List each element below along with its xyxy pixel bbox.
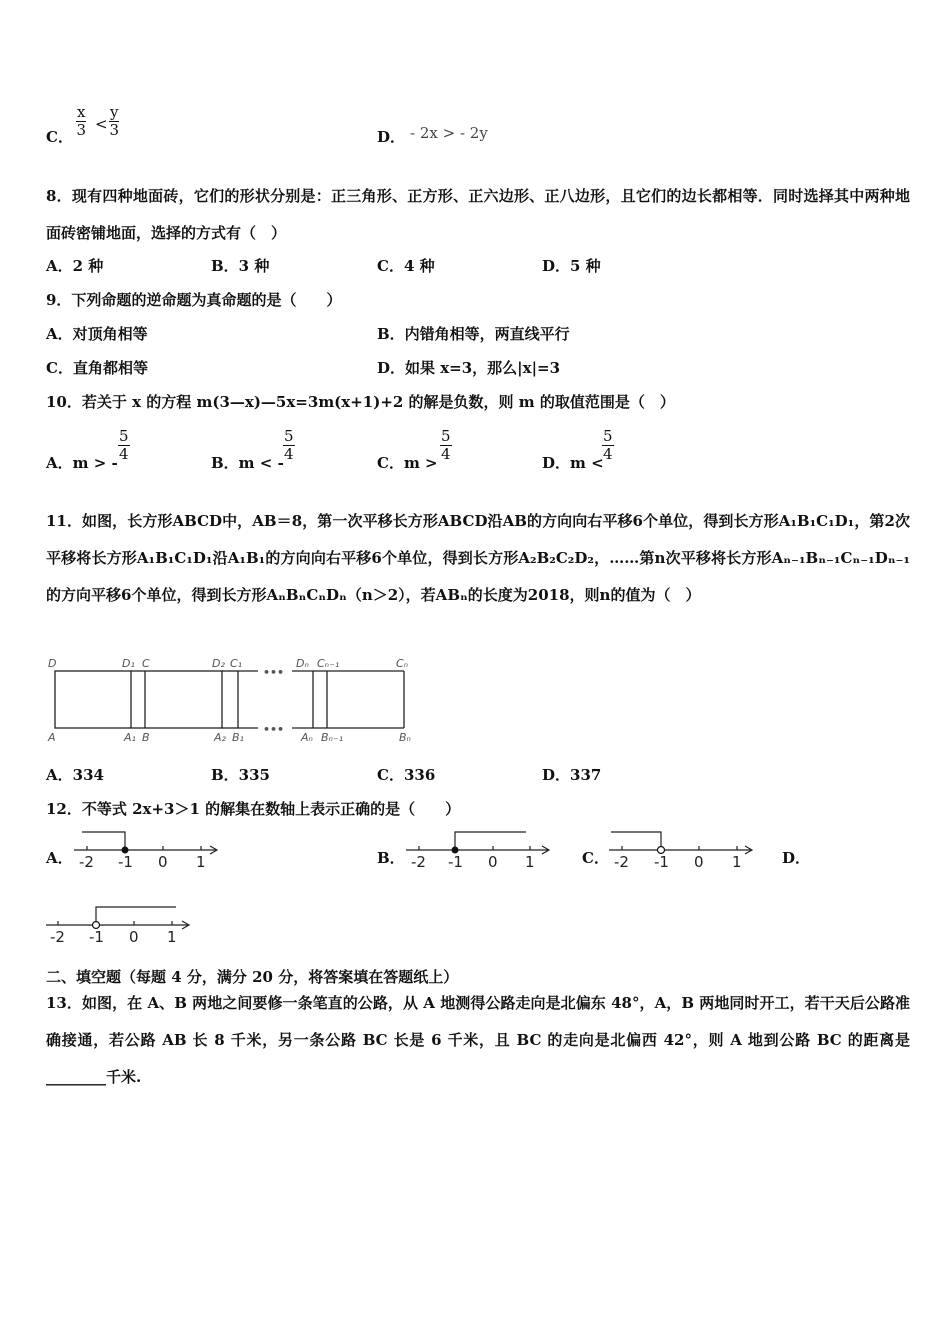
- q7-fraction-x-over-3: [76, 104, 86, 139]
- q10-option-a-numerator: 5: [119, 427, 129, 445]
- label-a: A: [48, 731, 56, 744]
- section2-heading: 二、填空题（每题 4 分，满分 20 分，将答案填在答题纸上）: [46, 968, 459, 986]
- q12-stem: 12．不等式 2x+3＞1 的解集在数轴上表示正确的是（ ）: [46, 800, 461, 818]
- q10-option-b-fraction: [283, 428, 295, 463]
- label-c1: C₁: [230, 657, 243, 670]
- q11-option-c: C．336: [377, 766, 436, 784]
- q10-option-d-denominator: 4: [603, 445, 613, 463]
- q10-option-c-label: C．m >: [377, 454, 438, 472]
- q11-option-b: B．335: [211, 766, 270, 784]
- q13-stem: 13．如图，在 A、B 两地之间要修一条笔直的公路，从 A 地测得公路走向是北偏东 48°，A，B 两地同时开工，若干天后公路准确接通，若公路 AB 长 8 千米，另一条公路 BC 长是 6 千米，且 BC 的走向是北偏西 42°，则 A 地到公路 BC 的距离是________千米.: [46, 994, 910, 1086]
- q12-number-line-b: [402, 828, 562, 872]
- q7-fraction-y-numerator: y: [110, 103, 119, 121]
- label-b1: B₁: [232, 731, 244, 744]
- label-a1: A₁: [124, 731, 136, 744]
- label-cn: Cₙ: [396, 657, 409, 670]
- label-top-ellipsis: •••: [263, 666, 285, 679]
- q10-option-a-fraction: [118, 428, 130, 463]
- q7-fraction-x-denominator: 3: [76, 121, 86, 139]
- q11-rectangles-figure: [44, 652, 424, 748]
- tick-label: 1: [732, 853, 742, 871]
- q10-option-a-denominator: 4: [119, 445, 129, 463]
- solution-ray-left: [82, 832, 125, 850]
- q10-option-b-numerator: 5: [284, 427, 294, 445]
- q7-option-c-label: C．: [46, 128, 73, 146]
- q12-option-d-label: D．: [782, 849, 811, 867]
- q11-stem: 11．如图，长方形ABCD中，AB＝8，第一次平移长方形ABCD沿AB的方向向右平移6个单位，得到长方形A₁B₁C₁D₁，第2次平移将长方形A₁B₁C₁D₁沿A₁B₁的方向向右平移6个单位，得到长方形A₂B₂C₂D₂，……第n次平移将长方形Aₙ₋₁Bₙ₋₁Cₙ₋₁Dₙ₋₁的方向平移6个单位，得到长方形AₙBₙCₙDₙ（n＞2），若ABₙ的长度为2018，则n的值为（ ）: [46, 512, 910, 604]
- q10-option-b-label: B．m < -: [211, 454, 284, 472]
- solution-ray-right: [455, 832, 526, 850]
- label-dn: Dₙ: [296, 657, 309, 670]
- tick-label: 0: [129, 928, 139, 946]
- q12-number-line-d: [42, 903, 202, 947]
- label-b: B: [142, 731, 150, 744]
- q10-option-d-label: D．m <: [542, 454, 604, 472]
- q10-option-c-fraction: [440, 428, 452, 463]
- label-c: C: [142, 657, 150, 670]
- tick-label: -2: [411, 853, 426, 871]
- tick-label: -1: [118, 853, 133, 871]
- q9-option-d: D．如果 x=3，那么|x|=3: [377, 359, 561, 377]
- solution-ray-right: [96, 907, 176, 925]
- q12-option-b-label: B．: [377, 849, 405, 867]
- label-an: Aₙ: [301, 731, 313, 744]
- tick-label: 1: [525, 853, 535, 871]
- tick-label: -2: [50, 928, 65, 946]
- q7-option-d-label: D．: [377, 128, 406, 146]
- q12-number-line-c: [605, 828, 765, 872]
- q12-option-c-label: C．: [582, 849, 609, 867]
- q8-option-a: A．2 种: [46, 257, 104, 275]
- tick-label: 1: [196, 853, 206, 871]
- label-d1: D₁: [122, 657, 135, 670]
- q9-stem: 9．下列命题的逆命题为真命题的是（ ）: [46, 291, 342, 309]
- tick-label: -2: [614, 853, 629, 871]
- q8-stem: 8．现有四种地面砖，它们的形状分别是：正三角形、正方形、正六边形、正八边形，且它们的边长都相等．同时选择其中两种地面砖密铺地面，选择的方式有（ ）: [46, 187, 910, 242]
- tick-label: -1: [448, 853, 463, 871]
- tick-label: -1: [654, 853, 669, 871]
- q7-fraction-y-denominator: 3: [109, 121, 120, 139]
- label-bn: Bₙ: [399, 731, 411, 744]
- tick-label: -1: [89, 928, 104, 946]
- label-d: D: [48, 657, 57, 670]
- q10-option-a-label: A．m > -: [46, 454, 118, 472]
- q8-option-b: B．3 种: [211, 257, 270, 275]
- q7-less-than: <: [95, 115, 108, 133]
- tick-label: 0: [158, 853, 168, 871]
- q10-stem: 10．若关于 x 的方程 m(3—x)—5x=3m(x+1)+2 的解是负数，则 m 的取值范围是（ ）: [46, 393, 675, 411]
- q8-option-d: D．5 种: [542, 257, 601, 275]
- q10-option-d-numerator: 5: [603, 427, 613, 445]
- q8-option-c: C．4 种: [377, 257, 435, 275]
- q10-option-b-denominator: 4: [284, 445, 294, 463]
- q12-option-a-label: A．: [46, 849, 73, 867]
- tick-label: 0: [694, 853, 704, 871]
- q11-option-a: A．334: [46, 766, 104, 784]
- rect-abcd: [55, 671, 222, 728]
- q9-option-c: C．直角都相等: [46, 359, 148, 377]
- q9-option-a: A．对顶角相等: [46, 325, 148, 343]
- q9-option-b: B．内错角相等，两直线平行: [377, 325, 570, 343]
- q7-fraction-x-numerator: x: [77, 103, 86, 121]
- label-bn-1: Bₙ₋₁: [321, 731, 344, 744]
- solution-ray-left: [611, 832, 661, 850]
- q11-option-d: D．337: [542, 766, 602, 784]
- q10-option-c-denominator: 4: [441, 445, 451, 463]
- tick-label: 0: [488, 853, 498, 871]
- label-cn-1: Cₙ₋₁: [317, 657, 340, 670]
- label-a2: A₂: [214, 731, 226, 744]
- q7-fraction-y-over-3: [109, 104, 119, 139]
- q10-option-d-fraction: [602, 428, 614, 463]
- q10-option-c-numerator: 5: [441, 427, 451, 445]
- q12-number-line-a: [70, 828, 230, 872]
- tick-label: 1: [167, 928, 177, 946]
- tick-label: -2: [79, 853, 94, 871]
- label-d2: D₂: [212, 657, 225, 670]
- label-bottom-ellipsis: •••: [263, 723, 285, 736]
- q7-option-d-expression: - 2x > - 2y: [410, 124, 488, 142]
